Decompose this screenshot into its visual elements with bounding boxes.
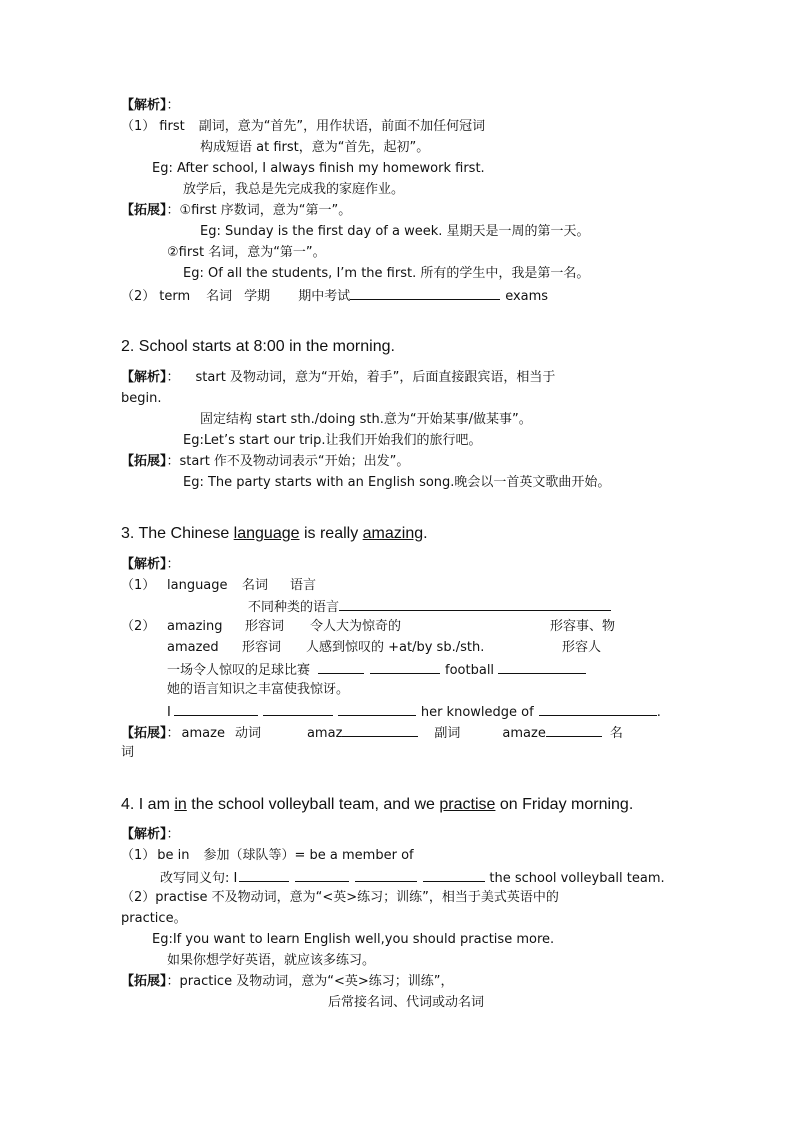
extension-line: 【拓展】：①first 序数词，意为“第一”。: [121, 203, 352, 218]
be-in-definition: （1） be in 参加（球队等）= be a member of: [121, 848, 414, 863]
answer-blank[interactable]: [339, 597, 611, 611]
part-of-speech: 名词: [242, 578, 269, 593]
extension-text: ①first 序数词，意为“第一”。: [179, 203, 352, 218]
example-sentence: Eg:If you want to learn English well,you should practise more.: [152, 932, 555, 947]
word: first: [159, 119, 185, 134]
analysis-line: [121, 97, 180, 115]
word: exams: [505, 289, 549, 304]
example-sentence: Eg: The party starts with an English song.晚会以一首英文歌曲开始。: [183, 475, 611, 490]
key-word: language: [233, 525, 300, 542]
extension-line: 【拓展】： amaze 动词 amaz 副词 amaze 名: [121, 723, 681, 743]
example-translation: 放学后，我总是先完成我的家庭作业。: [183, 182, 405, 197]
answer-blank[interactable]: [546, 723, 602, 737]
part-of-speech: 形容词: [242, 640, 282, 655]
phrase: 期中考试: [298, 289, 351, 304]
key-word: amazing: [362, 525, 424, 542]
analysis-text: begin.: [121, 391, 162, 406]
key-word: practise: [439, 796, 496, 813]
word: amazed: [167, 640, 219, 655]
colon: ：: [166, 98, 180, 113]
term-line: [121, 286, 548, 306]
meaning: 令人大为惊奇的: [310, 619, 402, 634]
extension-tag: 【拓展】: [121, 203, 167, 218]
analysis-line: 【解析】： start 及物动词，意为“开始，着手”，后面直接跟宾语，相当于: [121, 370, 556, 385]
answer-blank[interactable]: [498, 660, 586, 674]
rewrite-exercise: 改写同义句: I the school volleyball team.: [160, 868, 665, 888]
answer-blank[interactable]: [423, 868, 485, 882]
language-definition: [121, 577, 317, 595]
meaning: 语言: [290, 578, 317, 593]
analysis-line: 【解析】：: [121, 827, 180, 842]
fixed-structure: 固定结构 start sth./doing sth.意为“开始某事/做某事”。: [200, 412, 532, 427]
practise-definition: （2）practise 不及物动词，意为“<英>练习；训练”，相当于美式英语中的: [121, 890, 559, 905]
first-phrase: 构成短语 at first，意为“首先，起初”。: [200, 140, 430, 155]
answer-blank[interactable]: [370, 660, 440, 674]
part-of-speech: 名词: [206, 289, 233, 304]
key-word: in: [174, 796, 187, 813]
meaning: 学期: [244, 289, 271, 304]
amazed-definition: [167, 639, 647, 657]
item-number: （1）: [121, 119, 156, 134]
word: language: [167, 578, 228, 593]
answer-blank[interactable]: [338, 702, 416, 716]
word: amazing: [167, 619, 223, 634]
question-heading: 4. I am in the school volleyball team, and we practise on Friday morning.: [121, 796, 634, 813]
translation-exercise: 一场令人惊叹的足球比赛 football: [167, 660, 586, 680]
amazing-definition: [121, 618, 641, 636]
item-number: （1）: [121, 848, 156, 863]
analysis-line: 【解析】：: [121, 557, 180, 572]
item-number: （2）: [121, 289, 156, 304]
analysis-tag: 【解析】: [121, 370, 167, 385]
usage-note: 形容事、物: [550, 619, 616, 634]
translation-exercise: I her knowledge of .: [167, 702, 661, 722]
part-of-speech: 形容词: [245, 619, 285, 634]
extension-text: ：start 作不及物动词表示“开始；出发”。: [166, 454, 410, 469]
extension-tag: 【拓展】: [121, 974, 167, 989]
analysis-text: start 及物动词，意为“开始，着手”，后面直接跟宾语，相当于: [195, 370, 556, 385]
analysis-tag: 【解析】: [121, 557, 167, 572]
analysis-tag: 【解析】: [121, 98, 167, 113]
answer-blank[interactable]: [539, 702, 657, 716]
analysis-tag: 【解析】: [121, 827, 167, 842]
answer-blank[interactable]: [342, 723, 418, 737]
answer-blank[interactable]: [350, 286, 500, 300]
example-sentence: Eg: Sunday is the first day of a week. 星期天是一周的第一天。: [200, 224, 590, 239]
word: term: [159, 289, 191, 304]
answer-blank[interactable]: [263, 702, 333, 716]
answer-blank[interactable]: [318, 660, 364, 674]
answer-blank[interactable]: [174, 702, 258, 716]
extension-tag: 【拓展】: [121, 454, 167, 469]
answer-blank[interactable]: [355, 868, 417, 882]
usage-note: 形容人: [562, 640, 602, 655]
extension-wrap: 词: [121, 745, 135, 760]
example-sentence: Eg: After school, I always finish my homework first.: [152, 161, 485, 176]
example-sentence: Eg:Let’s start our trip.让我们开始我们的旅行吧。: [183, 433, 482, 448]
answer-blank[interactable]: [295, 868, 349, 882]
extension-line: 【拓展】：practice 及物动词，意为“<英>练习；训练”，: [121, 974, 454, 989]
answer-blank[interactable]: [239, 868, 289, 882]
item-number: （2）: [121, 890, 156, 905]
first-definition: [121, 118, 485, 136]
extension-text: 后常接名词、代词或动名词: [328, 995, 485, 1010]
definition-text: 副词，意为“首先”，用作状语，前面不加任何冠词: [198, 119, 486, 134]
practise-definition-wrap: practice。: [121, 911, 187, 926]
item-number: （1）: [121, 578, 156, 593]
example-translation: 如果你想学好英语，就应该多练习。: [167, 953, 376, 968]
translation-prompt: 她的语言知识之丰富使我惊讶。: [167, 682, 350, 697]
meaning: 人感到惊叹的 +at/by sb./sth.: [306, 640, 485, 655]
question-heading: 2. School starts at 8:00 in the morning.: [121, 338, 395, 355]
item-number: （2）: [121, 619, 156, 634]
question-heading: 3. The Chinese language is really amazing.: [121, 525, 428, 542]
language-phrase: 不同种类的语言: [248, 597, 611, 617]
extension-text: ②first 名词，意为“第一”。: [167, 245, 326, 260]
extension-line: [121, 453, 409, 471]
extension-tag: 【拓展】: [121, 726, 167, 741]
example-sentence: Eg: Of all the students, I’m the first. 所有的学生中，我是第一名。: [183, 266, 590, 281]
